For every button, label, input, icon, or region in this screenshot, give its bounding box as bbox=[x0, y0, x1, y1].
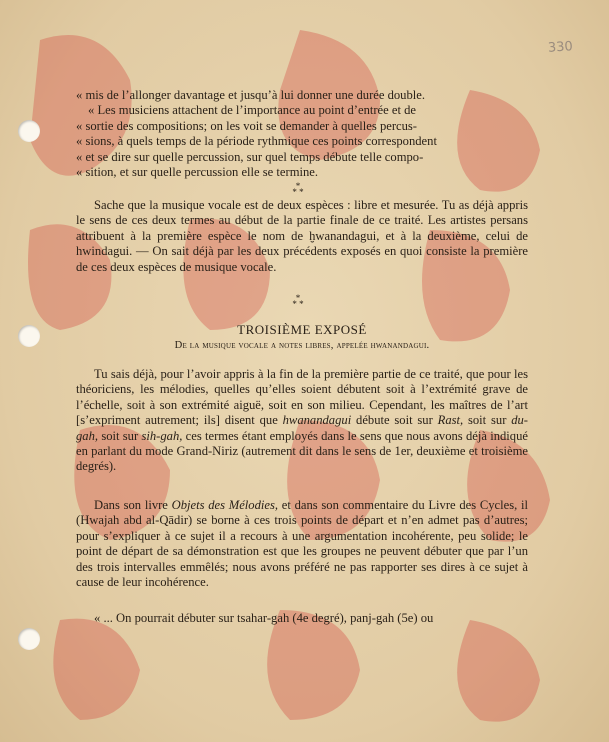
paragraph-vocal-music bbox=[76, 198, 528, 275]
text-run: débute soit sur bbox=[351, 413, 438, 428]
term-sih-gah: sih-gah, bbox=[141, 428, 183, 443]
quote-block bbox=[76, 88, 528, 180]
asterism-separator: * * * bbox=[292, 293, 304, 309]
text-line: « ... On pourrait débuter sur tsahar-gah (4e degré), panj-gah (5e) ou bbox=[94, 611, 434, 625]
text-run: ces termes étant employés dans le sens que nous avons déjà indiqué en parlant du mode Grand-Niriz (autrement dit dans le sens de 1er, deuxième et troisième degrés). bbox=[76, 428, 528, 474]
text-run: et dans son commentaire du Livre des Cycles, il (Hwajah abd al-Qādir) se borne à ces trois points de départ et n’en admet pas d’autres; pour s’expliquer à ce sujet il a recours à une argumentation incohérente, peu solide; le point de départ de sa démonstration est que les groupes ne peuvent débuter que par l’un des trois intervalles emmêlés; nous avons préféré ne pas rapporter ses dires à ce sujet à cause de leur incohérence. bbox=[76, 498, 528, 590]
text-run: Tu sais déjà, pour l’avoir appris à la fin de la première partie de ce traité, que pour les théoriciens, les mélodies, quelles qu’elles soient débutent soit à l’extrémité grave de l’échelle, soit à son extrémité aiguë, soit en son milieu. Cependant, les maîtres de l’art [s’expriment autrement; ils] disent que bbox=[76, 367, 528, 428]
text-line: « sition, et sur quelle percussion elle se termine. bbox=[76, 165, 319, 180]
text-line: « mis de l’allonger davantage et jusqu’à lui donner une durée double. bbox=[76, 88, 426, 102]
paragraph-text bbox=[76, 498, 528, 590]
paragraph-text bbox=[76, 367, 528, 475]
text-run: Dans son livre bbox=[94, 498, 172, 512]
punch-hole-middle bbox=[18, 325, 40, 347]
text-line: « et se dire sur quelle percussion, sur quel temps débute telle compo- bbox=[76, 149, 424, 164]
section-title: TROISIÈME EXPOSÉ bbox=[237, 322, 367, 337]
text-run: soit sur bbox=[463, 413, 512, 428]
section-subtitle: De la musique vocale a notes libres, appelée hwanandagui. bbox=[174, 340, 430, 351]
page-number: 330 bbox=[547, 39, 574, 56]
term-rast: Rast, bbox=[437, 413, 464, 428]
paragraph-melodies bbox=[76, 367, 528, 475]
term-du-gah: du-gah, bbox=[76, 413, 528, 443]
paragraph-objets-des-melodies bbox=[76, 498, 528, 590]
text-line: « sions, à quels temps de la période rythmique ces points correspondent bbox=[76, 134, 437, 149]
text-line: « Les musiciens attachent de l’importance au point d’entrée et de bbox=[88, 103, 417, 118]
book-title: Objets des Mélodies, bbox=[171, 498, 279, 512]
punch-hole-bottom bbox=[18, 628, 40, 650]
paragraph-text: Sache que la musique vocale est de deux espèces : libre et mesurée. Tu as déjà appris le sens de ces deux termes au début de la partie finale de ce traité. Les artistes persans attribuent à la première espèce le nom de ḫwanandagui, et à la deuxième, celui de hwindagui. — On sait déjà par les deux précédents exposés en quoi consiste la première de ces deux espèces de musique vocale. bbox=[76, 198, 528, 274]
last-line bbox=[76, 611, 528, 626]
text-run: soit sur bbox=[98, 428, 142, 443]
punch-hole-top bbox=[18, 120, 40, 142]
asterism-separator: * * * bbox=[292, 181, 304, 197]
text-line: « sortie des compositions; on les voit se demander à quelles percus- bbox=[76, 118, 418, 133]
term-hwanandagui: hwanandagui bbox=[282, 413, 352, 428]
